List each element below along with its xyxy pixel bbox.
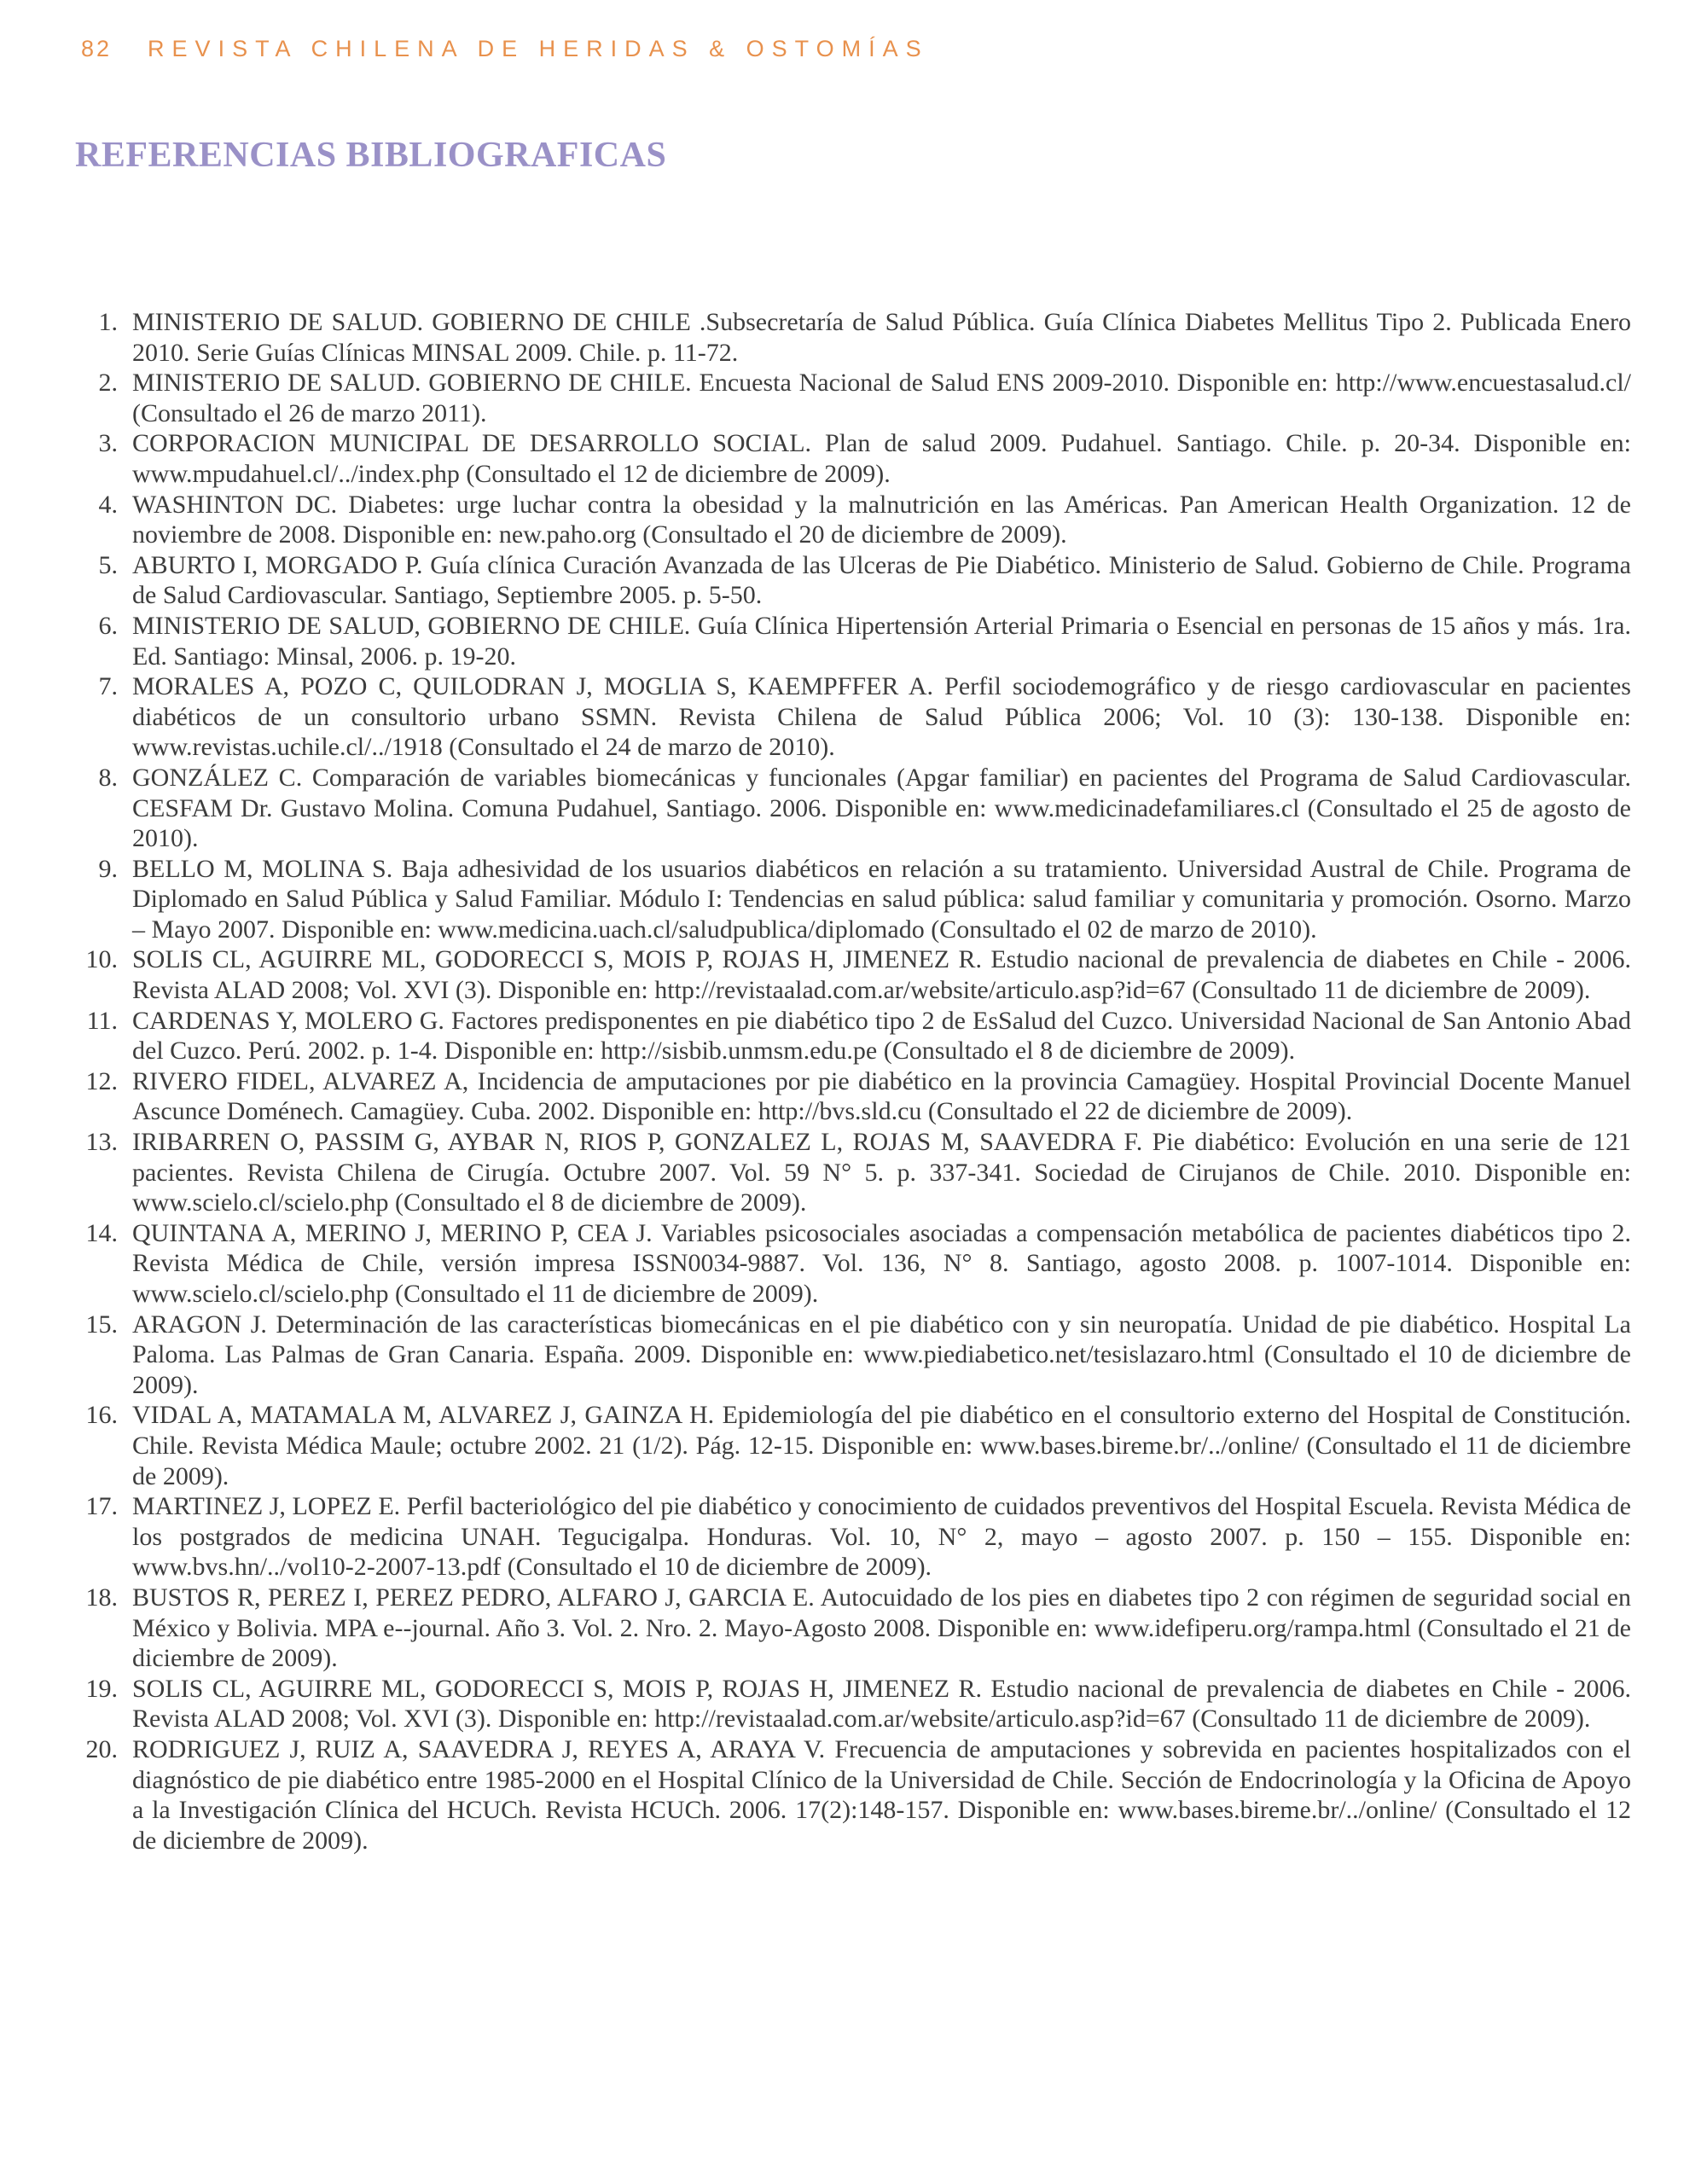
reference-number: 11.	[86, 1006, 118, 1035]
reference-text: RIVERO FIDEL, ALVAREZ A, Incidencia de amputaciones por pie diabético en la provincia Camagüey. Hospital Provincial Docente Manuel Ascunce Doménech. Camagüey. Cuba. 2002. Disponible en: http://bvs.sld.cu (Consultado el 22 de diciembre de 2009).	[132, 1066, 1631, 1126]
reference-item	[75, 944, 1631, 1005]
reference-text: WASHINTON DC. Diabetes: urge luchar contra la obesidad y la malnutrición en las Américas. Pan American Health Organization. 12 de noviembre de 2008. Disponible en: new.paho.org (Consultado el 20 de diciembre de 2009).	[132, 490, 1631, 549]
reference-item	[75, 1218, 1631, 1310]
reference-number: 10.	[85, 945, 118, 974]
reference-item	[75, 671, 1631, 763]
reference-item	[75, 1734, 1631, 1856]
reference-item	[75, 1310, 1631, 1401]
reference-text: MINISTERIO DE SALUD. GOBIERNO DE CHILE .Subsecretaría de Salud Pública. Guía Clínica Diabetes Mellitus Tipo 2. Publicada Enero 2010. Serie Guías Clínicas MINSAL 2009. Chile. p. 11-72.	[132, 308, 1631, 367]
reference-item	[75, 1674, 1631, 1734]
reference-item	[75, 368, 1631, 428]
reference-list	[75, 307, 1631, 1856]
reference-item	[75, 490, 1631, 550]
reference-number: 8.	[98, 763, 118, 792]
reference-number: 16.	[85, 1401, 118, 1430]
reference-item	[75, 550, 1631, 611]
reference-text: ARAGON J. Determinación de las características biomecánicas en el pie diabético con y sin neuropatía. Unidad de pie diabético. Hospital La Paloma. Las Palmas de Gran Canaria. España. 2009. Disponible en: www.piediabetico.net/tesislazaro.html (Consultado el 10 de diciembre de 2009).	[132, 1310, 1631, 1399]
reference-number: 13.	[85, 1128, 118, 1157]
reference-item	[75, 428, 1631, 489]
reference-number: 2.	[98, 369, 118, 398]
section-title: REFERENCIAS BIBLIOGRAFICAS	[75, 136, 667, 175]
reference-number: 14.	[85, 1218, 118, 1247]
reference-item	[75, 1583, 1631, 1674]
reference-text: BUSTOS R, PEREZ I, PEREZ PEDRO, ALFARO J, GARCIA E. Autocuidado de los pies en diabetes tipo 2 con régimen de seguridad social en México y Bolivia. MPA e--journal. Año 3. Vol. 2. Nro. 2. Mayo-Agosto 2008. Disponible en: www.idefiperu.org/rampa.html (Consultado el 21 de diciembre de 2009).	[132, 1583, 1631, 1673]
reference-number: 20.	[85, 1734, 118, 1763]
reference-text: GONZÁLEZ C. Comparación de variables biomecánicas y funcionales (Apgar familiar) en pacientes del Programa de Salud Cardiovascular. CESFAM Dr. Gustavo Molina. Comuna Pudahuel, Santiago. 2006. Disponible en: www.medicinadefamiliares.cl (Consultado el 25 de agosto de 2010).	[132, 763, 1631, 853]
reference-item	[75, 1066, 1631, 1127]
reference-item	[75, 611, 1631, 671]
reference-item	[75, 763, 1631, 854]
reference-item	[75, 1127, 1631, 1218]
reference-number: 4.	[98, 490, 118, 519]
reference-number: 17.	[85, 1492, 118, 1521]
reference-text: MINISTERIO DE SALUD, GOBIERNO DE CHILE. Guía Clínica Hipertensión Arterial Primaria o Esencial en personas de 15 años y más. 1ra. Ed. Santiago: Minsal, 2006. p. 19-20.	[132, 611, 1631, 671]
reference-text: MINISTERIO DE SALUD. GOBIERNO DE CHILE. Encuesta Nacional de Salud ENS 2009-2010. Disponible en: http://www.encuestasalud.cl/ (Consultado el 26 de marzo 2011).	[132, 369, 1631, 427]
journal-title: REVISTA CHILENA DE HERIDAS & OSTOMÍAS	[148, 36, 929, 61]
reference-number: 15.	[85, 1310, 118, 1339]
reference-text: QUINTANA A, MERINO J, MERINO P, CEA J. Variables psicosociales asociadas a compensación metabólica de pacientes diabéticos tipo 2. Revista Médica de Chile, versión impresa ISSN0034-9887. Vol. 136, N° 8. Santiago, agosto 2008. p. 1007-1014. Disponible en: www.scielo.cl/scielo.php (Consultado el 11 de diciembre de 2009).	[132, 1218, 1631, 1308]
reference-text: RODRIGUEZ J, RUIZ A, SAAVEDRA J, REYES A, ARAYA V. Frecuencia de amputaciones y sobrevida en pacientes hospitalizados con el diagnóstico de pie diabético entre 1985-2000 en el Hospital Clínico de la Universidad de Chile. Sección de Endocrinología y la Oficina de Apoyo a la Investigación Clínica del HCUCh. Revista HCUCh. 2006. 17(2):148-157. Disponible en: www.bases.bireme.br/../online/ (Consultado el 12 de diciembre de 2009).	[132, 1734, 1631, 1855]
reference-text: BELLO M, MOLINA S. Baja adhesividad de los usuarios diabéticos en relación a su tratamiento. Universidad Austral de Chile. Programa de Diplomado en Salud Pública y Salud Familiar. Módulo I: Tendencias en salud pública: salud familiar y comunitaria y promoción. Osorno. Marzo – Mayo 2007. Disponible en: www.medicina.uach.cl/saludpublica/diplomado (Consultado el 02 de marzo de 2010).	[132, 854, 1631, 944]
reference-item	[75, 307, 1631, 368]
page-header	[81, 36, 929, 62]
reference-item	[75, 1400, 1631, 1491]
reference-number: 18.	[85, 1583, 118, 1612]
page-number: 82	[81, 36, 113, 61]
reference-text: ABURTO I, MORGADO P. Guía clínica Curación Avanzada de las Ulceras de Pie Diabético. Ministerio de Salud. Gobierno de Chile. Programa de Salud Cardiovascular. Santiago, Septiembre 2005. p. 5-50.	[132, 550, 1631, 610]
reference-number: 9.	[98, 854, 118, 883]
reference-item	[75, 1491, 1631, 1583]
reference-text: MARTINEZ J, LOPEZ E. Perfil bacteriológico del pie diabético y conocimiento de cuidados preventivos del Hospital Escuela. Revista Médica de los postgrados de medicina UNAH. Tegucigalpa. Honduras. Vol. 10, N° 2, mayo – agosto 2007. p. 150 – 155. Disponible en: www.bvs.hn/../vol10-2-2007-13.pdf (Consultado el 10 de diciembre de 2009).	[132, 1492, 1631, 1582]
reference-text: SOLIS CL, AGUIRRE ML, GODORECCI S, MOIS P, ROJAS H, JIMENEZ R. Estudio nacional de prevalencia de diabetes en Chile - 2006. Revista ALAD 2008; Vol. XVI (3). Disponible en: http://revistaalad.com.ar/website/articulo.asp?id=67 (Consultado 11 de diciembre de 2009).	[132, 1674, 1631, 1734]
reference-text: CORPORACION MUNICIPAL DE DESARROLLO SOCIAL. Plan de salud 2009. Pudahuel. Santiago. Chile. p. 20-34. Disponible en: www.mpudahuel.cl/../index.php (Consultado el 12 de diciembre de 2009).	[132, 429, 1631, 488]
reference-text: VIDAL A, MATAMALA M, ALVAREZ J, GAINZA H. Epidemiología del pie diabético en el consultorio externo del Hospital de Constitución. Chile. Revista Médica Maule; octubre 2002. 21 (1/2). Pág. 12-15. Disponible en: www.bases.bireme.br/../online/ (Consultado el 11 de diciembre de 2009).	[132, 1401, 1631, 1490]
reference-text: CARDENAS Y, MOLERO G. Factores predisponentes en pie diabético tipo 2 de EsSalud del Cuzco. Universidad Nacional de San Antonio Abad del Cuzco. Perú. 2002. p. 1-4. Disponible en: http://sisbib.unmsm.edu.pe (Consultado el 8 de diciembre de 2009).	[132, 1006, 1631, 1066]
reference-number: 12.	[85, 1066, 118, 1095]
reference-text: IRIBARREN O, PASSIM G, AYBAR N, RIOS P, GONZALEZ L, ROJAS M, SAAVEDRA F. Pie diabético: Evolución en una serie de 121 pacientes. Revista Chilena de Cirugía. Octubre 2007. Vol. 59 N° 5. p. 337-341. Sociedad de Cirujanos de Chile. 2010. Disponible en: www.scielo.cl/scielo.php (Consultado el 8 de diciembre de 2009).	[132, 1128, 1631, 1217]
reference-number: 1.	[98, 308, 118, 336]
reference-text: SOLIS CL, AGUIRRE ML, GODORECCI S, MOIS P, ROJAS H, JIMENEZ R. Estudio nacional de prevalencia de diabetes en Chile - 2006. Revista ALAD 2008; Vol. XVI (3). Disponible en: http://revistaalad.com.ar/website/articulo.asp?id=67 (Consultado 11 de diciembre de 2009).	[132, 945, 1631, 1005]
reference-number: 6.	[98, 611, 118, 640]
reference-number: 3.	[98, 429, 118, 458]
reference-text: MORALES A, POZO C, QUILODRAN J, MOGLIA S, KAEMPFFER A. Perfil sociodemográfico y de riesgo cardiovascular en pacientes diabéticos de un consultorio urbano SSMN. Revista Chilena de Salud Pública 2006; Vol. 10 (3): 130-138. Disponible en: www.revistas.uchile.cl/../1918 (Consultado el 24 de marzo de 2010).	[132, 672, 1631, 762]
reference-item	[75, 1006, 1631, 1066]
reference-number: 19.	[85, 1674, 118, 1703]
reference-number: 7.	[98, 672, 118, 701]
reference-item	[75, 854, 1631, 945]
reference-number: 5.	[98, 550, 118, 579]
